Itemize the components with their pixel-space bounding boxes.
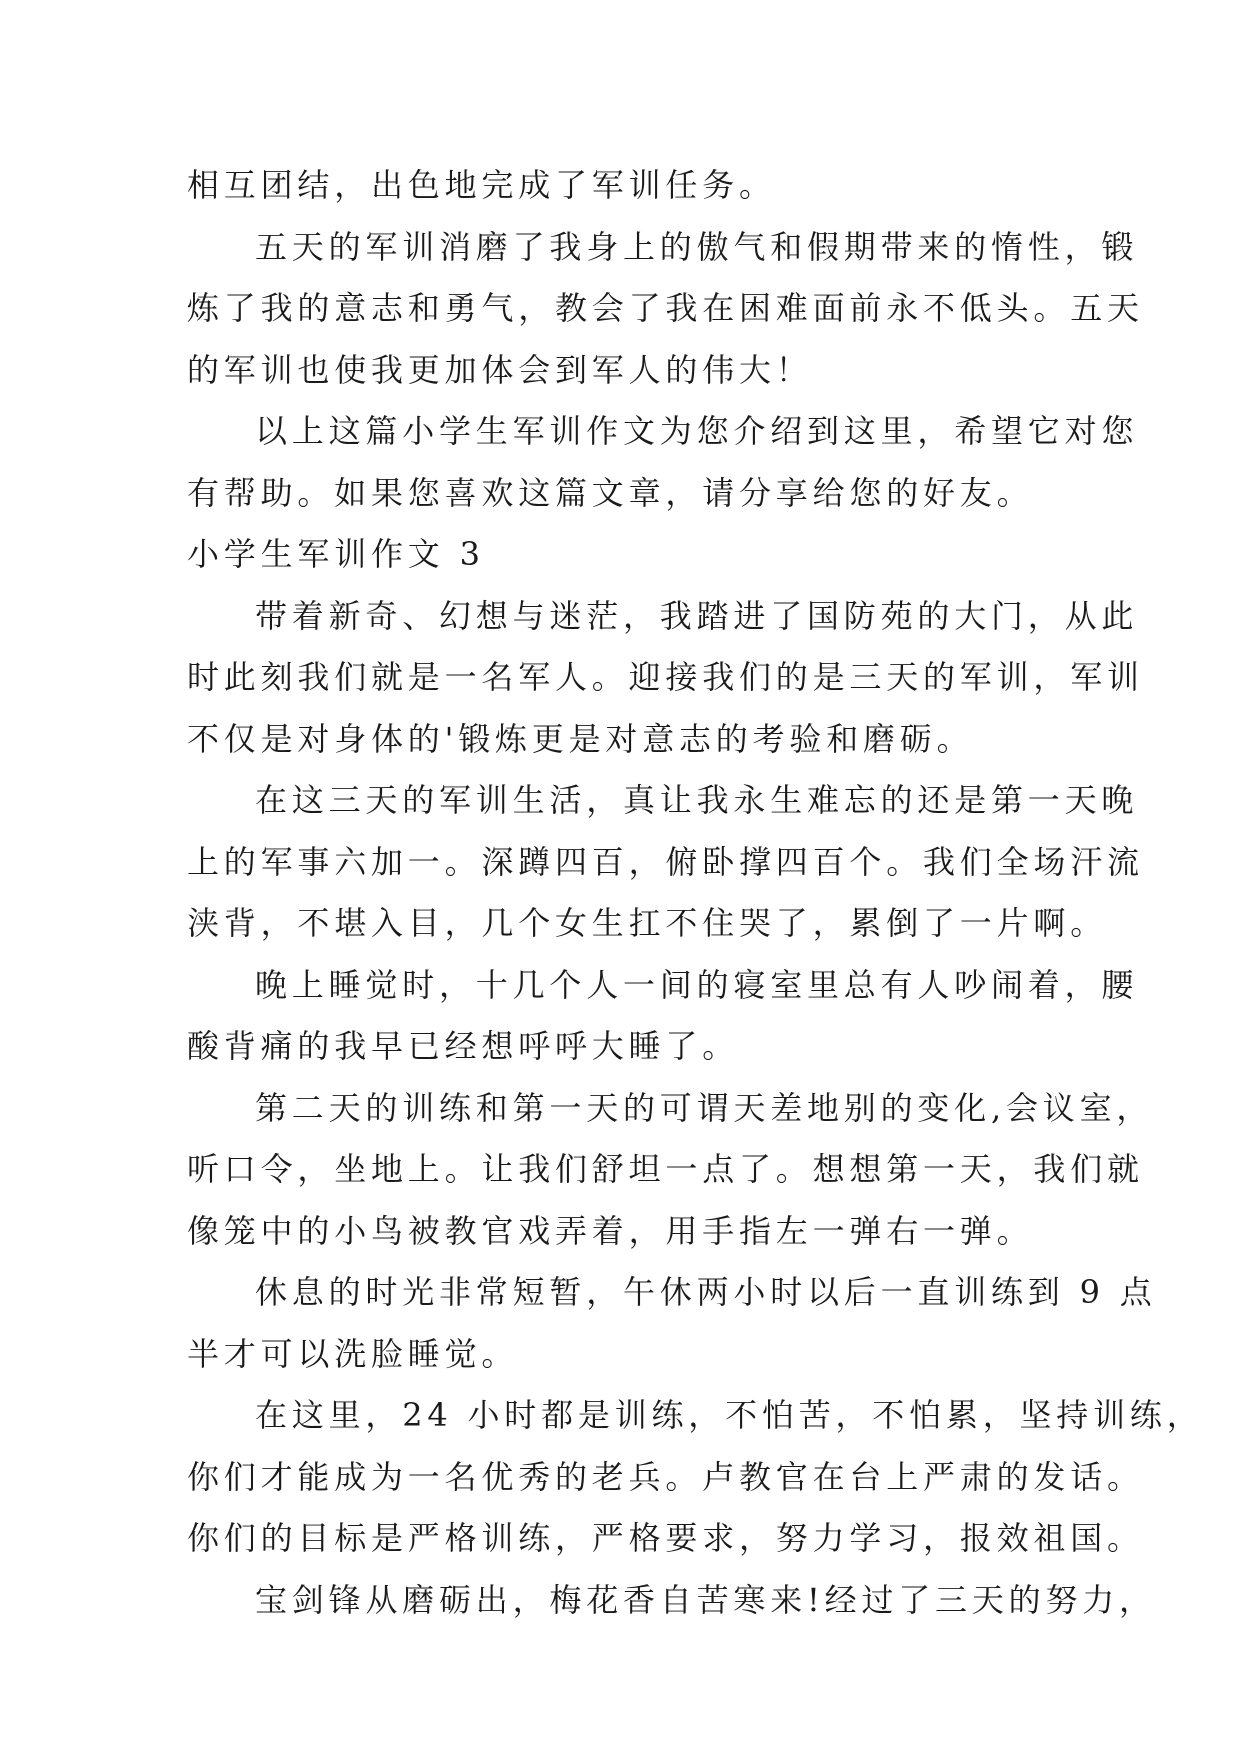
- text-line: 听口令，坐地上。让我们舒坦一点了。想想第一天，我们就: [187, 1150, 1144, 1188]
- paragraph-start-line: 带着新奇、幻想与迷茫，我踏进了国防苑的大门，从此: [255, 596, 1139, 635]
- paragraph-start-line: 休息的时光非常短暂，午休两小时以后一直训练到 9 点: [255, 1273, 1157, 1311]
- paragraph-start-line: 在这里，24 小时都是训练，不怕苦，不怕累，坚持训练，: [255, 1396, 1204, 1434]
- text-line: 你们才能成为一名优秀的老兵。卢教官在台上严肃的发话。: [187, 1457, 1144, 1496]
- text-line: 炼了我的意志和勇气，教会了我在困难面前永不低头。五天: [187, 289, 1144, 327]
- text-line: 你们的目标是严格训练，严格要求，努力学习，报效祖国。: [187, 1519, 1144, 1557]
- paragraph-start-line: 在这三天的军训生活，真让我永生难忘的还是第一天晚: [255, 781, 1139, 819]
- paragraph-start-line: 第二天的训练和第一天的可谓天差地别的变化,会议室，: [255, 1088, 1154, 1127]
- text-line: 相互团结，出色地完成了军训任务。: [187, 166, 776, 204]
- text-line: 的军训也使我更加体会到军人的伟大！: [187, 350, 813, 389]
- paragraph-start-line: 宝剑锋从磨砺出，梅花香自苦寒来!经过了三天的努力，: [255, 1580, 1156, 1619]
- paragraph-start-line: 以上这篇小学生军训作文为您介绍到这里，希望它对您: [255, 412, 1139, 450]
- paragraph-start-line: 晚上睡觉时，十几个人一间的寝室里总有人吵闹着，腰: [255, 965, 1139, 1004]
- text-line: 有帮助。如果您喜欢这篇文章，请分享给您的好友。: [187, 473, 1034, 512]
- paragraph-start-line: 五天的军训消磨了我身上的傲气和假期带来的惰性，锻: [255, 227, 1139, 266]
- section-heading: 小学生军训作文 3: [187, 535, 485, 573]
- text-line: 像笼中的小鸟被教官戏弄着，用手指左一弹右一弹。: [187, 1211, 1034, 1250]
- document-body: [187, 155, 1204, 1631]
- text-line: 不仅是对身体的'锻炼更是对意志的考验和磨砺。: [187, 719, 974, 758]
- text-line: 酸背痛的我早已经想呼呼大睡了。: [187, 1027, 740, 1065]
- text-line: 半才可以洗脸睡觉。: [187, 1334, 519, 1373]
- text-line: 时此刻我们就是一名军人。迎接我们的是三天的军训，军训: [187, 658, 1144, 696]
- text-line: 上的军事六加一。深蹲四百，俯卧撑四百个。我们全场汗流: [187, 842, 1144, 881]
- text-line: 浃背，不堪入目，几个女生扛不住哭了，累倒了一片啊。: [187, 904, 1108, 942]
